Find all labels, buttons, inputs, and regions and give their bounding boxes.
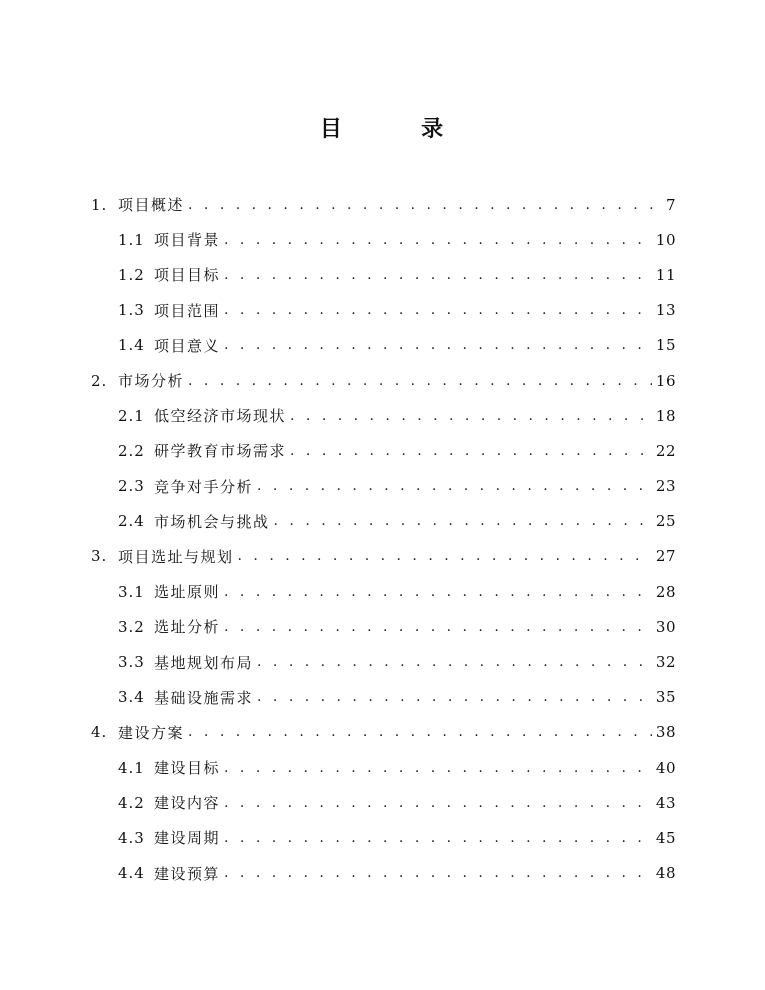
toc-entry-number: 3.3 [118,653,145,672]
toc-dot-leader [238,548,652,564]
toc-entry[interactable] [0,398,676,433]
toc-entry-title: 建设周期 [154,829,221,848]
toc-dot-leader [224,584,652,600]
toc-entry-title: 低空经济市场现状 [154,407,287,426]
toc-entry[interactable] [0,785,676,820]
toc-entry-number: 4.3 [118,828,145,847]
toc-entry-title: 项目目标 [154,266,221,285]
toc-entry-number: 4.4 [118,864,145,883]
toc-entry-page: 38 [655,723,676,742]
toc-entry[interactable] [0,750,676,785]
toc-entry[interactable] [0,856,676,891]
toc-entry-page: 16 [655,371,676,390]
toc-entry-page: 23 [655,477,676,496]
toc-entry-title: 选址分析 [154,618,221,637]
toc-entry-title: 基础设施需求 [154,688,254,707]
toc-entry[interactable] [0,187,676,222]
toc-entry-page: 28 [655,582,676,601]
toc-dot-leader [224,619,652,635]
toc-entry-page: 30 [655,617,676,636]
toc-entry-title: 项目背景 [154,231,221,250]
toc-dot-leader [224,760,652,776]
toc-dot-leader [224,830,652,846]
toc-entry-page: 22 [655,441,676,460]
toc-entry-number: 2.2 [118,441,145,460]
toc-entry-number: 3.4 [118,688,145,707]
toc-entry[interactable] [0,469,676,504]
toc-entry-number: 1.1 [118,230,145,249]
toc-entry-number: 1. [91,195,108,214]
toc-entry-title: 项目意义 [154,336,221,355]
toc-dot-leader [224,267,652,283]
toc-entry-title: 建设目标 [154,759,221,778]
toc-dot-leader [224,302,652,318]
toc-entry-title: 研学教育市场需求 [154,442,287,461]
toc-entry[interactable] [0,680,676,715]
toc-entry-number: 4.2 [118,793,145,812]
toc-entry-title: 建设方案 [118,723,185,742]
toc-entry-title: 市场分析 [118,372,185,391]
toc-entry-title: 建设预算 [154,864,221,883]
toc-entry[interactable] [0,293,676,328]
toc-dot-leader [188,724,652,740]
toc-entry-number: 1.3 [118,301,145,320]
toc-entry[interactable] [0,222,676,257]
toc-entry-page: 48 [655,864,676,883]
toc-dot-leader [274,513,652,529]
toc-entry-page: 32 [655,653,676,672]
toc-entry-number: 2.1 [118,406,145,425]
toc-entry[interactable] [0,820,676,855]
toc-entry-number: 2.4 [118,512,145,531]
toc-entry-number: 3.1 [118,582,145,601]
table-of-contents [0,187,765,891]
toc-entry[interactable] [0,363,676,398]
toc-entry[interactable] [0,574,676,609]
toc-dot-leader [257,689,652,705]
toc-entry-page: 43 [655,793,676,812]
toc-entry-page: 7 [665,195,676,214]
toc-entry-page: 40 [655,758,676,777]
toc-entry[interactable] [0,644,676,679]
toc-entry-page: 18 [655,406,676,425]
page-title: 目 录 [319,117,446,142]
toc-entry[interactable] [0,504,676,539]
toc-entry-number: 2.3 [118,477,145,496]
toc-entry[interactable] [0,257,676,292]
toc-dot-leader [188,197,656,213]
toc-entry[interactable] [0,433,676,468]
toc-entry-page: 27 [655,547,676,566]
toc-dot-leader [290,443,652,459]
toc-entry-number: 1.4 [118,336,145,355]
toc-entry-number: 3. [91,547,108,566]
toc-entry-number: 4. [91,723,108,742]
toc-entry-title: 竞争对手分析 [154,477,254,496]
toc-entry[interactable] [0,609,676,644]
toc-dot-leader [257,654,652,670]
toc-entry-number: 4.1 [118,758,145,777]
toc-dot-leader [290,408,652,424]
toc-entry-number: 3.2 [118,617,145,636]
toc-entry-page: 15 [655,336,676,355]
toc-entry[interactable] [0,715,676,750]
toc-entry-page: 45 [655,828,676,847]
toc-dot-leader [224,795,652,811]
toc-entry-page: 35 [655,688,676,707]
toc-entry-page: 13 [655,301,676,320]
toc-entry-title: 项目概述 [118,196,185,215]
toc-entry-title: 选址原则 [154,583,221,602]
toc-entry-title: 项目选址与规划 [118,547,234,566]
toc-dot-leader [188,373,652,389]
toc-entry-title: 市场机会与挑战 [154,512,270,531]
toc-entry-title: 建设内容 [154,794,221,813]
toc-dot-leader [224,232,652,248]
toc-entry-page: 11 [655,265,676,284]
toc-entry[interactable] [0,539,676,574]
toc-dot-leader [224,337,652,353]
toc-entry-title: 项目范围 [154,301,221,320]
toc-entry[interactable] [0,328,676,363]
toc-entry-title: 基地规划布局 [154,653,254,672]
toc-entry-page: 10 [655,230,676,249]
toc-entry-number: 2. [91,371,108,390]
toc-entry-number: 1.2 [118,265,145,284]
toc-entry-page: 25 [655,512,676,531]
toc-dot-leader [224,865,652,881]
toc-dot-leader [257,478,652,494]
